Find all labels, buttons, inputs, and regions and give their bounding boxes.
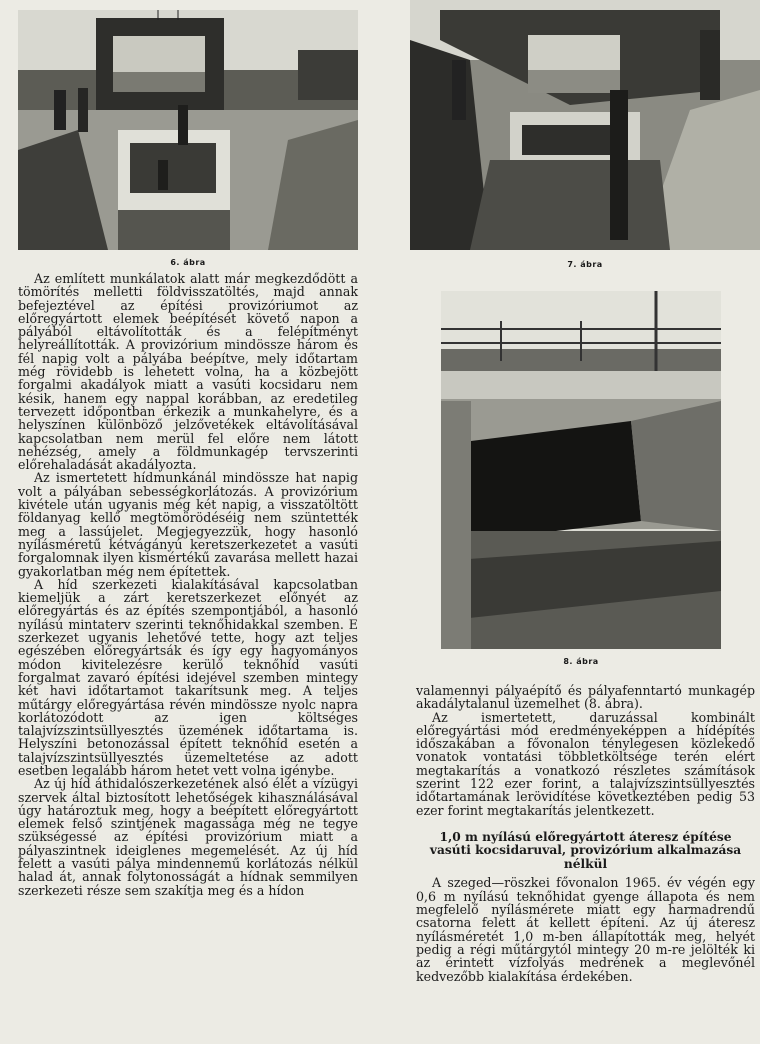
section-title [416, 831, 755, 872]
figure-6-photo [18, 10, 358, 250]
figure-8-photo [441, 291, 721, 649]
figure-7-caption: 7. ábra [567, 260, 603, 269]
paragraph: A híd szerkezeti kialakításával kapcsolatban kiemeljük a zárt keretszerkezet előnyét az előregyártás és az építés szempontjából, a hasonló nyílású mintaterv szerinti teknőhidakkal szemben. E szerkezet ugyanis lehetővé tette, hogy azt teljes egészében előregyártsák és így egy hagyományos módon kivitelezésre kerülő teknőhíd vasúti forgalmat zavaró építési idejével szemben mintegy két havi időtartamot takarítsunk meg. A teljes műtárgy előregyártása révén mindössze nyolc napra korlátozódott az igen költséges talajvízszintsüllyesztés üzemének időtartama is. Helyszíni betonozással épített teknőhíd esetén a talajvízszintsüllyesztés üzemeltetése az adott esetben legalább három hetet vett volna igénybe. [18, 576, 358, 778]
figure-7-photo [410, 0, 760, 250]
figure-8-caption: 8. ábra [563, 657, 599, 666]
section-title-line-1: 1,0 m nyílású előregyártott áteresz építése [439, 829, 732, 844]
paragraph: Az új híd áthidalószerkezetének alsó élét a vízügyi szervek által biztosított lehetőségek kihasználásával úgy határoztuk meg, hogy a beépített előregyártott elemek felső szintjének magassága még ne tegye szükségessé az építési provizórium miatt a pályaszintnek ideiglenes megemelését. Az új híd felett a vasúti pálya mindennemű korlátozás nélkül halad át, annak folytonosságát a hídnak semmilyen szerkezeti része sem szakítja meg és a hídon [18, 776, 358, 898]
paragraph: Az említett munkálatok alatt már megkezdődött a tömörítés melletti földvisszatöltés, majd annak befejeztével az építési provizóriumot az előregyártott elemek beépítését követő napon a pályából eltávolították és a felépítményt helyreállították. A provizórium mindössze három és fél napig volt a pályába beépítve, mely időtartam még rövidebb is lehetett volna, ha a közbejött forgalmi akadályok miatt a vasúti kocsidaru nem késik, hanem egy nappal korábban, az eredetileg tervezett időpontban érkezik a munkahelyre, és a helyszínen különböző jelzővetékek eltávolításával kapcsolatban nem merül fel előre nem látott nehézség, amely a földmunkagép tervszerinti előrehaladását akadályozta. [18, 271, 358, 473]
section-title-line-2: vasúti kocsidaruval, provizórium alkalmazása nélkül [429, 843, 742, 871]
figure-6-caption: 6. ábra [170, 258, 206, 267]
right-column [416, 684, 755, 983]
left-column [18, 272, 358, 897]
paragraph: Az ismertetett hídmunkánál mindössze hat napig volt a pályában sebességkorlátozás. A provizórium kivétele után ugyanis még két napig, a visszatöltött földanyag kellő megtömörödéséig nem szüntették meg a lassújelet. Megjegyezzük, hogy hasonló nyílásméretű kétvágányú keretszerkezetet a vasúti forgalomnak ilyen kismértékű zavarása mellett hazai gyakorlatban még nem építettek. [18, 470, 358, 579]
paragraph: Az ismertetett, daruzással kombinált előregyártási mód eredményeképpen a hídépítés időszakában a fővonalon ténylegesen közlekedő vonatok vontatási többletköltsége terén elért megtakarítás a vonatkozó részletes számítások szerint 122 ezer forint, a talajvízszintsüllyesztés időtartamának lerövidítése következtében pedig 53 ezer forint megtakarítás jelentkezett. [416, 709, 755, 818]
paragraph: A szeged—röszkei fővonalon 1965. év végén egy 0,6 m nyílású teknőhidat gyenge állapota és nem megfelelő nyílásmérete miatt egy harmadrendű csatorna felett át kellett építeni. Az új áteresz nyílásméretét 1,0 m-ben állapították meg, helyét pedig a régi műtárgytól mintegy 20 m-re jelölték ki az érintett vízfolyás medrének a meglevőnél kedvezőbb kialakítása érdekében. [416, 875, 755, 984]
paragraph: valamennyi pályaépítő és pályafenntartó munkagép akadálytalanul üzemelhet (8. ábra). [416, 683, 755, 712]
